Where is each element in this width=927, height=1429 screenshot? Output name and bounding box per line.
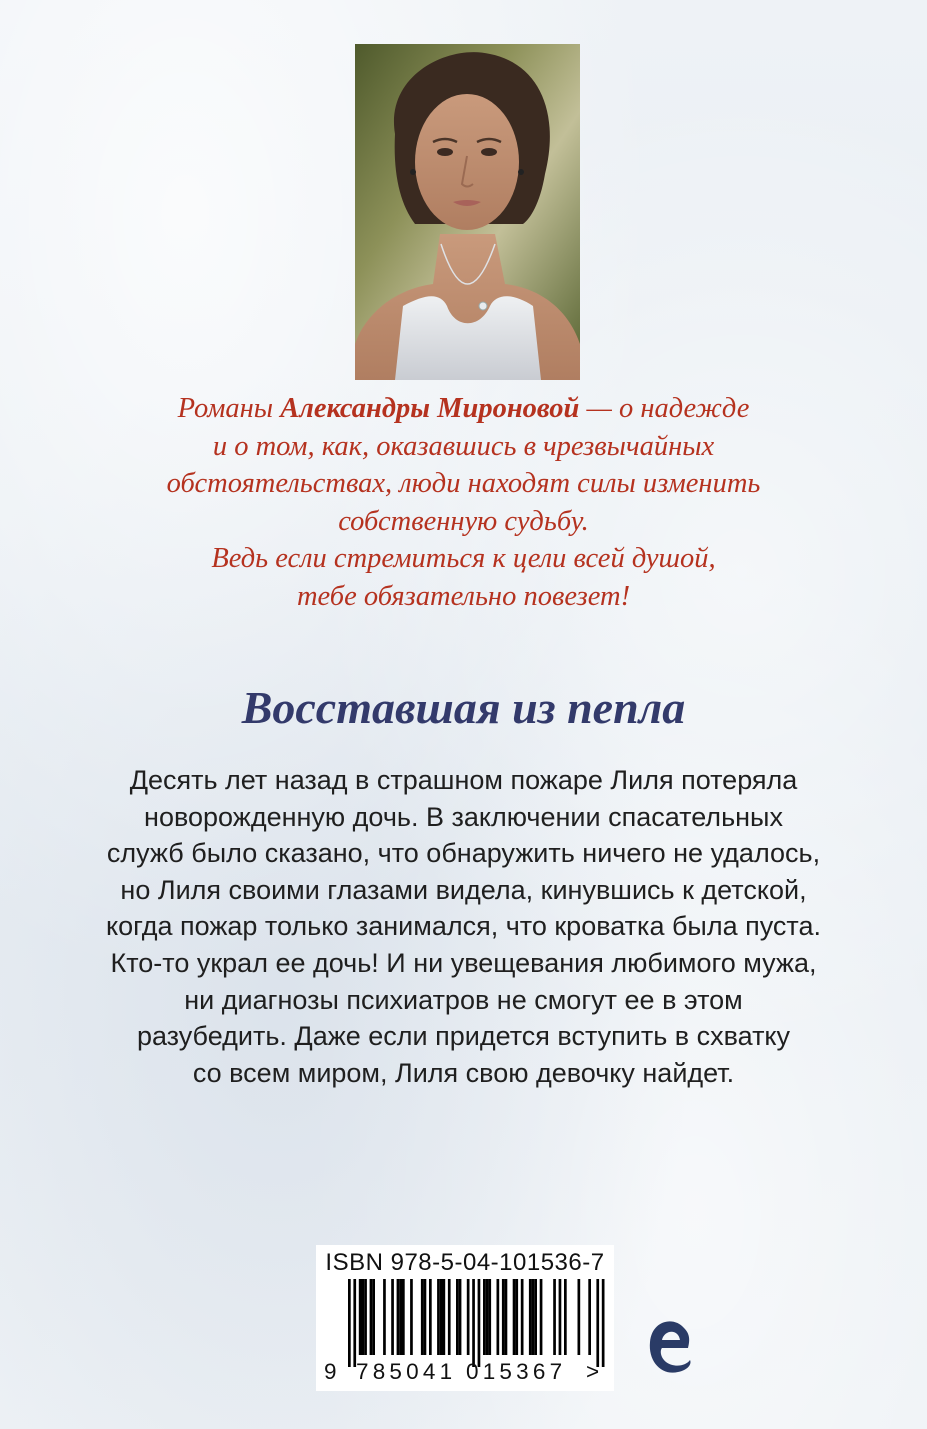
annotation-line: служб было сказано, что обнаружить ничего не удалось,: [106, 838, 821, 869]
annotation-line: но Лиля своими глазами видела, кинувшись к детской,: [120, 874, 807, 905]
barcode-bar: [440, 1279, 443, 1355]
barcode-bar: [602, 1279, 605, 1367]
barcode-bar: [497, 1279, 500, 1355]
barcode-bar: [588, 1279, 591, 1355]
barcode-bar: [513, 1279, 516, 1355]
annotation-line: Кто-то украл ее дочь! И ни увещевания любимого мужа,: [110, 947, 817, 978]
barcode-bar: [596, 1279, 599, 1367]
barcode-bar: [364, 1279, 367, 1355]
barcode-bar: [399, 1279, 402, 1355]
barcode-bar: [529, 1279, 532, 1355]
ean-left-group: 785041: [356, 1359, 457, 1384]
book-title: Восставшая из пепла: [241, 682, 686, 733]
barcode-bar: [456, 1279, 459, 1355]
eksmo-logo-icon: [644, 1310, 696, 1386]
barcode-bar: [391, 1279, 394, 1355]
barcode-bar: [534, 1279, 537, 1355]
barcode-bar: [424, 1279, 427, 1355]
annotation-line: когда пожар только занимался, что кроватка была пуста.: [105, 911, 822, 942]
barcode-bar: [564, 1279, 567, 1355]
blurb-line: тебе обязательно повезет!: [296, 580, 631, 612]
barcode-bar: [353, 1279, 356, 1367]
barcode-bar: [532, 1279, 535, 1355]
ean-first-digit: 9: [324, 1359, 337, 1384]
annotation-line: Десять лет назад в страшном пожаре Лиля потеряла: [129, 765, 798, 795]
barcode-bar: [443, 1279, 446, 1355]
blurb-line: обстоятельствах, люди находят силы изменить: [166, 468, 761, 499]
barcode-bar: [472, 1279, 475, 1367]
barcode-bar: [383, 1279, 386, 1355]
barcode-bar: [521, 1279, 524, 1355]
annotation-line: новорожденную дочь. В заключении спасательных: [144, 801, 783, 832]
annotation-line: разубедить. Даже если придется вступить в схватку: [136, 1021, 791, 1052]
barcode-bar: [540, 1279, 543, 1355]
barcode-bar: [467, 1279, 470, 1355]
barcode-bar: [478, 1279, 481, 1367]
author-name: Александры Мироновой: [280, 393, 580, 424]
barcode-bar: [370, 1279, 373, 1355]
barcode-bar: [437, 1279, 440, 1355]
author-blurb: [60, 390, 867, 615]
annotation-line: со всем миром, Лиля свою девочку найдет.: [192, 1057, 735, 1088]
barcode-bar: [505, 1279, 508, 1355]
barcode-bar: [459, 1279, 462, 1355]
ean-right-group: 015367: [466, 1359, 567, 1384]
barcode-bar: [402, 1279, 405, 1355]
author-photo: [355, 44, 580, 380]
book-annotation: [90, 762, 837, 1091]
barcode-bar: [429, 1279, 432, 1355]
barcode-bar: [372, 1279, 375, 1355]
barcode-bar: [502, 1279, 505, 1355]
author-portrait-image: [355, 44, 580, 380]
barcode-bar: [488, 1279, 491, 1355]
blurb-line: и о том, как, оказавшись в чрезвычайных: [212, 430, 715, 462]
blurb-line: Ведь если стремиться к цели всей душой,: [211, 543, 716, 574]
blurb-line: собственную судьбу.: [338, 505, 589, 537]
barcode-bar: [362, 1279, 365, 1355]
barcode-bar: [559, 1279, 562, 1355]
annotation-line: ни диагнозы психиатров не смогут ее в этом: [184, 984, 743, 1015]
eksmo-logo-shape: [650, 1321, 691, 1372]
isbn-label: ISBN 978-5-04-101536-7: [325, 1249, 605, 1276]
barcode-bar: [553, 1279, 556, 1355]
barcode-bar: [410, 1279, 413, 1355]
blurb-line: Романы Александры Мироновой — о надежде: [177, 393, 750, 424]
barcode-bar: [486, 1279, 489, 1355]
barcode-bar: [515, 1279, 518, 1355]
isbn-barcode: [316, 1245, 614, 1391]
barcode-bar: [359, 1279, 362, 1355]
barcode-bar: [348, 1279, 351, 1367]
barcode-bar: [483, 1279, 486, 1355]
barcode-bar: [448, 1279, 451, 1355]
ean-quiet-marker: >: [586, 1359, 600, 1384]
barcode-bar: [421, 1279, 424, 1355]
barcode-bar: [578, 1279, 581, 1355]
barcode-bar: [397, 1279, 400, 1355]
